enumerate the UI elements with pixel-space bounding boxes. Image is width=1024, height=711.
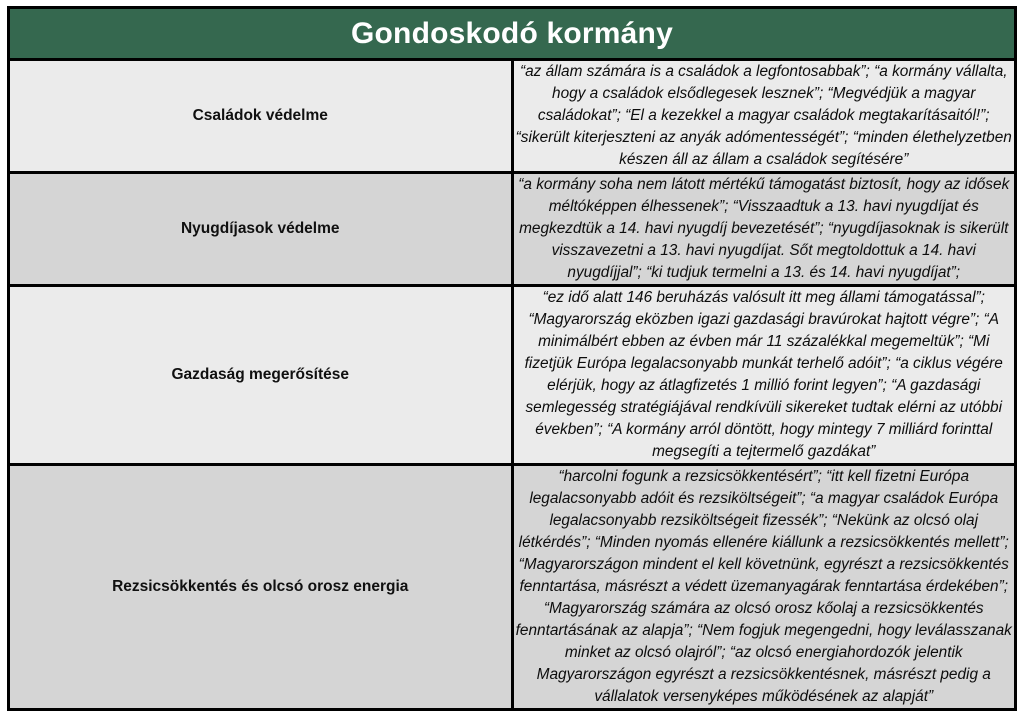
row-quotes-0: “az állam számára is a családok a legfontosabbak”; “a kormány vállalta, hogy a családok elsődlegesek lesznek”; “Megvédjük a magyar családokat”; “El a kezekkel a magyar családok megtakarításaitól!”; “sikerült kiterjeszteni az anyák adómentességét”; “minden élethelyzetben készen áll az állam a családok segítésére” — [515, 63, 1012, 169]
row-quotes-2: “ez idő alatt 146 beruházás valósult itt meg állami támogatással”; “Magyarország eközben igazi gazdasági bravúrokat hajtott végre”; “A minimálbért ebben az évben már 11 százalékkal megemeltük”; “Mi fizetjük Európa legalacsonyabb munkát terhelő adóit”; “a ciklus végére elérjük, hogy az átlagfizetés 1 millió forint legyen”; “A gazdasági semlegesség stratégiájával rendkívüli sikereket tudtak elérni az utóbbi években”; “A kormány arról döntött, hogy mintegy 7 milliárd forinttal megsegíti a tejtermelő gazdákat” — [524, 289, 1003, 461]
table-row — [9, 60, 1016, 173]
row-quotes-1: “a kormány soha nem látott mértékű támogatást biztosít, hogy az idősek méltóképpen élhessenek”; “Visszaadtuk a 13. havi nyugdíjat és megkezdtük a 14. havi nyugdíj bevezetését”; “nyugdíjasoknak is sikerült visszavezetni a 13. havi nyugdíjat. Sőt megtoldottuk a 14. havi nyugdíjjal”; “ki tudjuk termelni a 13. és 14. havi nyugdíjat”; — [518, 176, 1010, 282]
row-label-cell-3 — [9, 465, 513, 710]
table-header-row — [9, 8, 1016, 60]
table-row — [9, 465, 1016, 710]
row-label-1: Nyugdíjasok védelme — [180, 219, 340, 237]
row-quotes-cell-3 — [512, 465, 1016, 710]
table-row — [9, 286, 1016, 465]
row-label-3: Rezsicsökkentés és olcsó orosz energia — [112, 578, 409, 596]
row-label-2: Gazdaság megerősítése — [171, 365, 349, 383]
table-row — [9, 173, 1016, 286]
row-quotes-cell-2 — [512, 286, 1016, 465]
row-label-cell-1 — [9, 173, 513, 286]
row-label-0: Családok védelme — [192, 106, 328, 124]
row-label-cell-0 — [9, 60, 513, 173]
row-quotes-cell-0 — [512, 60, 1016, 173]
page-title: Gondoskodó kormány — [351, 16, 673, 50]
gondoskodo-kormany-table — [7, 6, 1017, 711]
table-title-cell — [9, 8, 1016, 60]
row-quotes-cell-1 — [512, 173, 1016, 286]
row-label-cell-2 — [9, 286, 513, 465]
table-container — [7, 6, 1017, 706]
row-quotes-3: “harcolni fogunk a rezsicsökkentésért”; “itt kell fizetni Európa legalacsonyabb adóit és rezsiköltségeit”; “a magyar családok Európa legalacsonyabb rezsiköltségeit fizessék”; “Nekünk az olcsó olaj létkérdés”; “Minden nyomás ellenére kiállunk a rezsicsökkentés mellett”; “Magyarországon mindent el kell követnünk, egyrészt a rezsicsökkentés fenntartása, másrészt a védett üzemanyagárak fenntartása érdekében”; “Magyarország számára az olcsó orosz kőolaj a rezsicsökkentés fenntartásának az alapja”; “Nem fogjuk megengedni, hogy leválasszanak minket az olcsó olajról”; “az olcsó energiahordozók jelentik Magyarországon egyrészt a rezsicsökkentésnek, másrészt pedig a vállalatok versenyképes működésének az alapját” — [515, 468, 1012, 706]
